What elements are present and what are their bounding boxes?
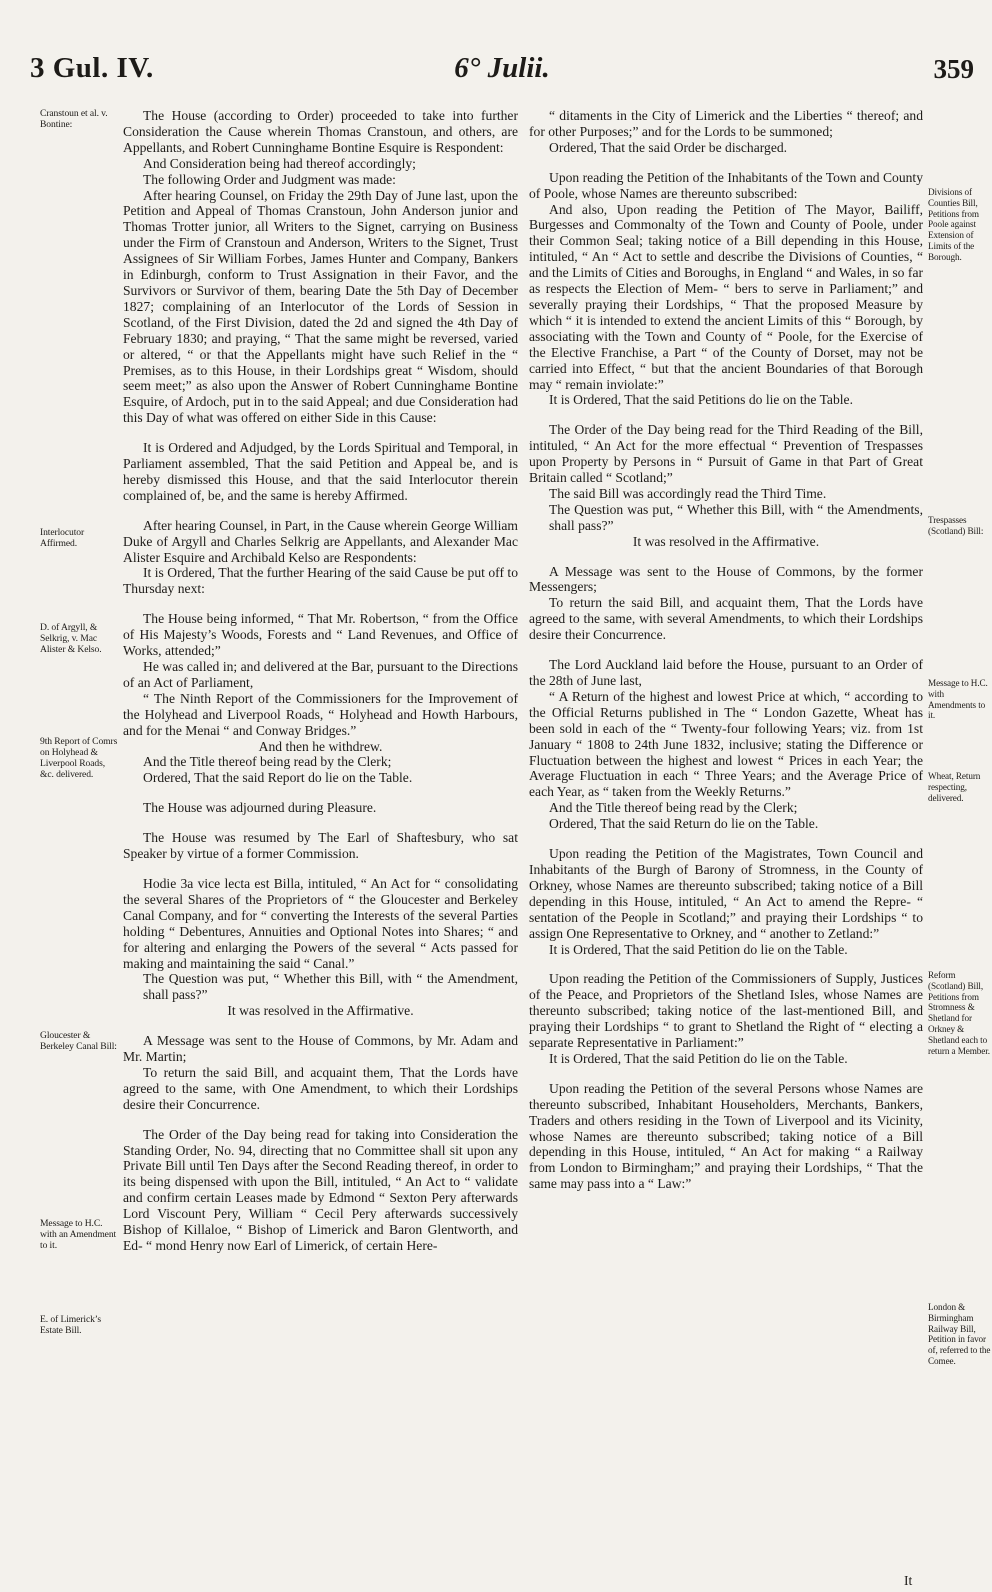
- paragraph: A Message was sent to the House of Commons, by Mr. Adam and Mr. Martin;: [123, 1033, 518, 1065]
- paragraph: To return the said Bill, and acquaint them, That the Lords have agreed to the same, with One Amendment, to which their Lordships desire their Concurrence.: [123, 1064, 518, 1112]
- paragraph: And Consideration being had thereof accordingly;: [143, 155, 416, 171]
- paragraph: He was called in; and delivered at the Bar, pursuant to the Directions of an Act of Parliament,: [123, 659, 518, 690]
- paragraph: The Lord Auckland laid before the House, pursuant to an Order of the 28th of June last,: [529, 657, 923, 688]
- paragraph: “ The Ninth Report of the Commissioners for the Improvement of the Holyhead and Liverpool Roads, “ Holyhead and Howth Harbours, and for the Menai “ and Conway Bridges.”: [123, 690, 518, 738]
- paragraph: It is Ordered, That the said Petition do lie on the Table.: [549, 941, 848, 957]
- margin-note: D. of Argyll, & Selkrig, v. Mac Alister & Kelso.: [40, 622, 102, 655]
- margin-note: Gloucester & Berkeley Canal Bill:: [40, 1030, 117, 1052]
- paragraph: Ordered, That the said Order be discharged.: [549, 139, 788, 155]
- margin-note: Interlocutor Affirmed.: [40, 527, 85, 549]
- paragraph: The said Bill was accordingly read the Third Time.: [549, 485, 827, 501]
- paragraph: The Question was put, “ Whether this Bill, with “ the Amendments, shall pass?”: [549, 501, 923, 533]
- left-column: [123, 108, 518, 1254]
- paragraph: After hearing Counsel, on Friday the 29th Day of June last, upon the Petition and Appeal of Thomas Cranstoun, John Anderson junior and Thomas Trotter junior, all Writers to the Signet, carrying on Business under the Firm of Cranstoun and Anderson, Writers to the Signet, Trust Assignees of Sir William Forbes, James Hunter and Company, Bankers in Edinburgh, conform to Trust Assignation in their Favor, and the Survivors or Survivor of them, bearing Date the 5th Day of December 1827; complaining of an Interlocutor of the Lords of Session in Scotland, of the First Division, dated the 2d and signed the 4th Day of February 1830; and praying, “ That the same might be reversed, varied or altered, “ or that the Appellants might have such Relief in the “ Premises, as to this House, in their Lordships great “ Wisdom, should seem meet;” as also upon the Answer of Robert Cunninghame Bontine Esquire, of Ardoch, put in to the said Appeal; and due Consideration had this Day of what was offered on either Side in this Cause:: [123, 187, 518, 426]
- margin-note: Trespasses (Scotland) Bill:: [928, 515, 984, 536]
- margin-note: 9th Report of Comrs on Holyhead & Liverpool Roads, &c. delivered.: [40, 736, 118, 780]
- page-number: 359: [933, 54, 974, 84]
- paragraph: It is Ordered, That the said Petitions do lie on the Table.: [549, 392, 853, 408]
- paragraph: To return the said Bill, and acquaint them, That the Lords have agreed to the same, with several Amendments, to which their Lordships desire their Concurrence.: [529, 595, 923, 643]
- margin-note: London & Birmingham Railway Bill, Petition in favor of, referred to the Comee.: [928, 1302, 991, 1366]
- paragraph: It was resolved in the Affirmative.: [227, 1003, 414, 1019]
- paragraph: Ordered, That the said Report do lie on the Table.: [143, 770, 413, 786]
- paragraph: The House was resumed by The Earl of Shaftesbury, who sat Speaker by virtue of a former Commission.: [123, 830, 518, 862]
- paragraph: The House (according to Order) proceeded to take into further Consideration the Cause wherein Thomas Cranstoun, and others, are Appellants, and Robert Cunninghame Bontine Esquire is Respondent:: [123, 108, 518, 155]
- paragraph: Hodie 3a vice lecta est Billa, intituled, “ An Act for “ consolidating the several Shares of the Proprietors of “ the Gloucester and Berkeley Canal Company, and for “ converting the Interests of the several Parties holding “ Debentures, Annuities and Optional Notes into Shares; “ and for altering and enlarging the Powers of the several “ Acts passed for making and maintaining the said “ Canal.”: [123, 875, 518, 971]
- paragraph: The Question was put, “ Whether this Bill, with “ the Amendment, shall pass?”: [143, 971, 518, 1003]
- right-column: [529, 108, 923, 1192]
- paragraph: The Order of the Day being read for the Third Reading of the Bill, intituled, “ An Act for the more effectual “ Prevention of Trespasses upon Property by Persons in “ Pursuit of Game in that Part of Great Britain called “ Scotland;”: [529, 422, 923, 486]
- paragraph: And the Title thereof being read by the Clerk;: [143, 754, 392, 770]
- margin-note: E. of Limerick’s Estate Bill.: [40, 1314, 102, 1336]
- margin-note: Divisions of Counties Bill, Petitions from Poole against Extension of Limits of the Borough.: [928, 187, 979, 262]
- page-header: [30, 52, 974, 92]
- paragraph: The Order of the Day being read for taking into Consideration the Standing Order, No. 94, directing that no Committee shall sit upon any Private Bill until Ten Days after the Second Reading thereof, in order to its being dispensed with upon the Bill, intituled, “ An Act to “ validate and confirm certain Leases made by Edmond “ Sexton Pery afterwards Lord Viscount Pery, William “ Cecil Pery afterwards successively Bishop of Killaloe, “ Bishop of Limerick and Baron Glentworth, and Ed- “ mond Henry now Earl of Limerick, of certain Here-: [123, 1126, 518, 1253]
- paragraph: And also, Upon reading the Petition of The Mayor, Bailiff, Burgesses and Commonalty of the Town and County of Poole, under their Common Seal; taking notice of a Bill depending in this House, intituled, “ An “ Act to settle and describe the Divisions of Counties, “ and the Limits of Cities and Boroughs, in England “ and Wales, in so far as respects the Election of Mem- “ bers to serve in Parliament;” and severally praying their Lordships, “ That the proposed Measure by which “ it is intended to extend the ancient Limits of this “ Borough, by associating with the Town and County of “ Poole, for the Exercise of the Elective Franchise, a Part “ of the County of Dorset, may not be carried into Effect, “ but that the ancient Boundaries of that Borough may “ remain inviolate:”: [529, 201, 923, 392]
- paragraph: A Message was sent to the House of Commons, by the former Messengers;: [529, 563, 923, 595]
- margin-note: Cranstoun et al. v. Bontine:: [40, 108, 108, 130]
- paragraph: After hearing Counsel, in Part, in the Cause wherein George William Duke of Argyll and Charles Selkrig are Appellants, and Alexander Mac Alister Esquire and Archibald Kelso are Respondents:: [123, 517, 518, 565]
- paragraph: It was resolved in the Affirmative.: [632, 533, 820, 549]
- paragraph: It is Ordered, That the further Hearing of the said Cause be put off to Thursday next:: [123, 565, 518, 597]
- paragraph: Ordered, That the said Return do lie on the Table.: [549, 816, 819, 832]
- paragraph: The House was adjourned during Pleasure.: [143, 800, 377, 816]
- paragraph: Upon reading the Petition of the several Persons whose Names are thereunto subscribed, Inhabitant Householders, Merchants, Bankers, Traders and others residing in the Town of Liverpool and its Vicinity, whose Names are thereunto subscribed; taking notice of a Bill depending in this House, intituled, “ An Act for making “ a Railway from London to Birmingham;” and praying their Lordships, “ That the same may pass into a “ Law:”: [529, 1080, 923, 1192]
- paragraph: “ A Return of the highest and lowest Price at which, “ according to the Official Returns published in The “ London Gazette, Wheat has been sold in each of the “ Twenty-four following Years; viz. from 1st January “ 1808 to 24th June 1832, inclusive; stating the Difference or Fluctuation between the highest and lowest “ Prices in each Year; the Average Fluctuation in each “ Three Years; and the Average Price of each Year, as “ taken from the Weekly Returns.”: [529, 688, 923, 800]
- catchword: It: [904, 1573, 913, 1588]
- paragraph: “ ditaments in the City of Limerick and the Liberties “ thereof; and for other Purposes;” and for the Lords to be summoned;: [529, 108, 923, 139]
- paragraph: The following Order and Judgment was made:: [143, 171, 396, 187]
- paragraph: It is Ordered and Adjudged, by the Lords Spiritual and Temporal, in Parliament assembled, That the said Petition and Appeal be, and is hereby dismissed this House, and that the said Interlocutor therein complained of, be, and the same is hereby Affirmed.: [123, 440, 518, 503]
- margin-note: Message to H.C. with an Amendment to it.: [40, 1218, 117, 1251]
- paragraph: Upon reading the Petition of the Commissioners of Supply, Justices of the Peace, and Proprietors of the Shetland Isles, whose Names are thereunto subscribed; taking notice of the last-mentioned Bill, and praying their Lordships “ to grant to Shetland the Right of “ electing a separate Representative in Parliament:”: [529, 971, 923, 1051]
- margin-note: Reform (Scotland) Bill, Petitions from Stromness & Shetland for Orkney & Shetland each to return a Member.: [928, 970, 990, 1056]
- margin-note: Wheat, Return respecting, delivered.: [928, 771, 981, 803]
- regnal-year: 3 Gul. IV.: [30, 52, 154, 84]
- paragraph: It is Ordered, That the said Petition do lie on the Table.: [549, 1050, 848, 1066]
- margin-note: Message to H.C. with Amendments to it.: [928, 678, 988, 721]
- paragraph: And then he withdrew.: [258, 738, 383, 754]
- paragraph: Upon reading the Petition of the Inhabitants of the Town and County of Poole, whose Names are thereunto subscribed:: [529, 169, 923, 201]
- paragraph: Upon reading the Petition of the Magistrates, Town Council and Inhabitants of the Burgh of Barony of Stromness, in the County of Orkney, whose Names are thereunto subscribed; taking notice of a Bill depending in this House, intituled, “ An Act to amend the Repre- “ sentation of the People in Scotland;” and praying their Lordships “ to assign One Representative to Orkney, and “ another to Zetland:”: [529, 846, 923, 941]
- paragraph: And the Title thereof being read by the Clerk;: [549, 800, 798, 816]
- page-date: 6° Julii.: [454, 52, 550, 84]
- paragraph: The House being informed, “ That Mr. Robertson, “ from the Office of His Majesty’s Woods, Forests and “ Land Revenues, and Office of Works, attended;”: [123, 611, 518, 659]
